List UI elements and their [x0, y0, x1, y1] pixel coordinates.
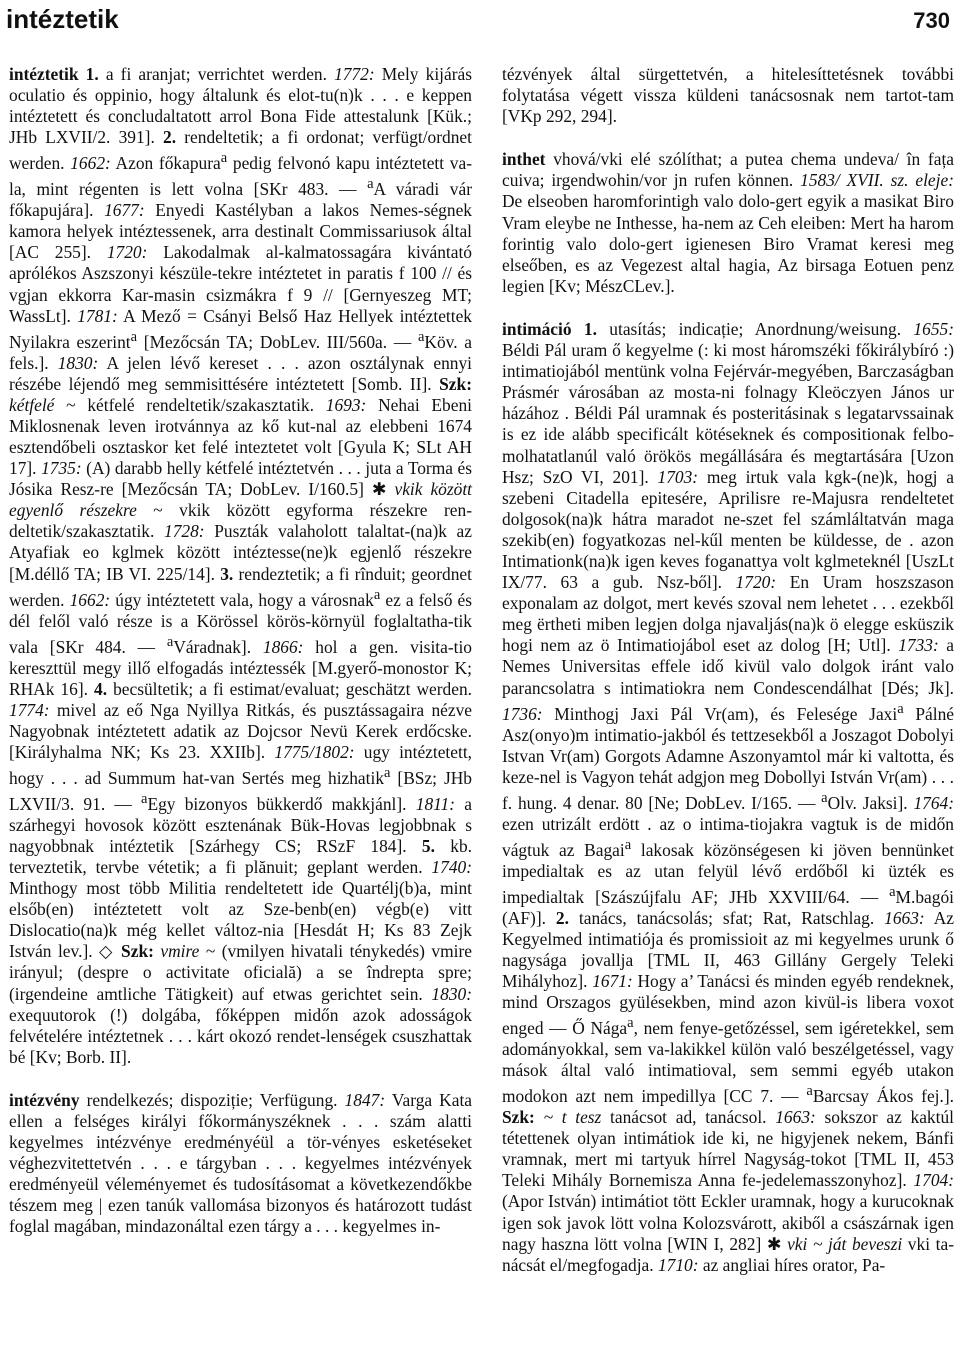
- entry-intimacio: intimáció 1. utasítás; indicație; Anordnung/weisung. 1655: Béldi Pál uram ő kegyelme (: ki most háromszéki főkirálybíró :) intimatiojából mentünk volna Fejérvár-megyében, Barczaságban Prásmér városában az mosta-ni folnagy Kleöczyen János ur házához . Béldi Pál uramnak és posteritásinak s legatarvssainak is ez ide alább specificált kötéseknek és compositionak felbo-molhatatlanúl való örökös megállására és megtartására [Uzon Hsz; SzO VI, 201]. 1703: meg irtuk vala kgk-(ne)k, hogj a szebeni Citadella epitesére, Aprilisre re-Majusra rendeltetet dolgosok(na)k hátra maradot ne-szet fel számláltatván maga szekib(en) fogyatkozas nel-kűl menten be küldesse, de . azon Intimationk(na)k igen keves foganattya volt kglmeteknél [UszLt IX/77. 63 a gub. Nsz-ből]. 1720: En Uram hoszszason exponalam az dolgot, mert kevés szoval nem lehetet . . . ezekből meg ërtheti miben legjen dolga njavaljás(na)k ö elegge esküszik hogi nem az ö Intimatiojábol eset az dolog [H; Utl]. 1733: a Nemes Universitas effele idő kivül valo dolgok iránt valo parancsolatra s intimatiokra nem Condescendálhat [Dés; Jk]. 1736: Minthogj Jaxi Pál Vr(am), és Felesége Jaxi$^a$ Pálné Asz(onyo)m intimatio-jakból és tettzesekből a Joszagot Dobolyi Istvan Vr(am) Gorgots Adamne Aszonyamtol már ki valtotta, és keze-nel is Vagyon tehát adgjon meg Dobollyi István Vr(am) . . . f. hung. 4 denar. 80 [Ne; DobLev. I/165. — $^a$Olv. Jaksi]. 1764: ezen utrizált erdött . az o intima-tiojakra vagtuk is de midőn vágtuk az Bagai$^a$ lakosak közönségesen ki jöven bennünket impedialtak es az utan felyül lévő erdőből ki üzték es impedialtak [Szászújfalu AF; JHb XXVIII/64. — $^a$M.bagói (AF)]. 2. tanács, tanácsolás; sfat; Rat, Ratschlag. 1663: Az Kegyelmed intimatiója és promissioit az mi kegyelmes urunk ő nagysága jovallja [TML II, 463 Gillány Gergely Teleki Mihályhoz]. 1671: Hogy a’ Tanácsi és minden egyéb rendeknek, mind Orszagos gyülésekben, mind azon kivül-is libera voxot enged — Ő Nága$^a$, nem fenye-getőzéssel, sem igéretekkel, sem adományokkal, sem va-lakikkel külön való beszélgetéssel, vagy mások által való intimatioval, sem semmi egyéb utakon modokon azt nem impedillya [CC 7. — $^a$Barcsay Ákos fej.]. Szk: ~ t tesz tanácsot ad, tanácsol. 1663: sokszor az kaktúl tétettenek olyan intimátiok ide ki, ne higyjenek nekem, Bánfi vramnak, mert mi tartyuk hírrel Nagyság-tokot [TML II, 453 Teleki Mihály Bornemisza Anna fe-jedelemasszonyhoz]. 1704: (Apor István) intimátiot tött Eckler uramnak, hogy a kurucoknak igen sok javok lött volna Kolozsvárott, akiből a császárnak igen nagy haszna lött volna [WIN I, 282] ✱ vki ~ ját beveszi vki ta-nácsát el/megfogadja. 1710: az angliai híres orator, Pa-: [502, 318, 955, 1275]
- running-headword: intéztetik: [6, 4, 119, 34]
- entry-intezetik: intéztetik 1. a fi aranjat; verrichtet werden. 1772: Mely kijárás oculatio és oppinio, hogy általunk és elot-tu(n)k . . . e keppen intéztetett és concludaltatott arrol Bona Fide attestalunk [Kük.; JHb LXVII/2. 391]. 2. rendeltetik; a fi ordonat; verfügt/ordnet werden. 1662: Azon főkapura$^a$ pedig felvonó kapu intéztetett va-la, mint régenten is lett volna [SKr 483. — $^a$A váradi vár főkapujára]. 1677: Enyedi Kastélyban a lakos Nemes-ségnek kamora helyek intéztessenek, arra destinalt Commissariusok által [AC 255]. 1720: Lakodalmak al-kalmatossagára kivántató aprólékos Aszszonyi készüle-tekre intéztetet in paratis f 100 // és vgjan ekkorra Kar-masin csizmákra f 9 // [Gernyeszeg MT; WassLt]. 1781: A Mező = Csányi Belső Haz Hellyek intéztettek Nyilakra eszerint$^a$ [Mezőcsán TA; DobLev. III/560a. — $^a$Köv. a fels.]. 1830: A jelen lévő kereset . . . azon osztálynak ennyi részébe léjendő meg semmisittésére intéztetett [Somb. II]. Szk: kétfelé ~ kétfelé rendeltetik/szakasztatik. 1693: Nehai Ebeni Miklosnenak leven irotvánnya az kő kut-nal az elebbeni 1674 esztendőbeli osztaskor ket felé inteztetet volt [Gyula K; SLt AH 17]. 1735: (A) darabb helly kétfelé intéztetvén . . . juta a Torma és Jósika Resz-re [Mezőcsán TA; DobLev. I/160.5] ✱ vkik között egyenlő részekre ~ vkik között egyforma részekre ren-deltetik/szakasztatik. 1728: Puszták valaholott talaltat-(na)k az Atyafiak eo kglmek között intéztesse(ne)k egjenlő részekre [M.déllő TA; IB VI. 225/14]. 3. rendeztetik; a fi rînduit; geordnet werden. 1662: úgy intéztetett vala, hogy a városnak$^a$ ez a felső és dél felől való része is a Körössel körös-környül foglaltatha-tik vala [SKr 484. — $^a$Váradnak]. 1866: hol a gen. visita-tio kereszttül megy illő elfogadás intéztessék [M.gyerő-monostor K; RHAk 16]. 4. becsültetik; a fi estimat/evaluat; geschätzt werden. 1774: mivel az eő Nga Nyillya Ritkás, és pusztássagaira nézve Nagyobnak intéztetett adatik az Dojcsor Nevü Kerek erdőcske. [Királyhalma NK; Ks 23. XXIIb]. 1775/1802: ugy intéztetett, hogy . . . ad Summum hat-van Sertés meg hizhatik$^a$ [BSz; JHb LXVII/3. 91. — $^a$Egy bizonyos bükkerdő makkjánl]. 1811: a szárhegyi hovosok között esztenának Bük-Hovas legjobbnak s nagyobbnak intéztetik [Szárhegy CS; RSzF 184]. 5. kb. terveztetik, tervbe vétetik; a fi plănuit; geplant werden. 1740: Minthogy most több Militia rendeltetett ide Quartélj(b)a, mint elsőb(en) intéztetett volt az Sze-benb(en) végb(e) vitt Dislocatio(na)k még kellet változ-nia [Hesdát H; Ks 83 Zejk István lev.]. ◇ Szk: vmire ~ (vmilyen hivatali ténykedés) vmire irányul; (despre o activitate oficială) a se îndrepta spre; (irgendeine amtliche Tätigkeit) auf etwas gerichtet sein. 1830: exequutorok (!) dolgába, főképpen midőn azok adosságok felvételére intéztetnek . . . kárt okozó rendet-lenségek csuszhattak bé [Kv; Borb. II].: [9, 64, 473, 1067]
- entry-intezveny: intézvény rendelkezés; dispoziție; Verfügung. 1847: Varga Kata ellen a felséges királyi főkormányszéknek . . . szám alatti kegyelmes intézvénye eredményéül a tör-vényes esketéseket véghezvitettetvén . . . e tárgyban . . . kegyelmes intézvények eredményeül véleményemet és tudosításomat a következendőkbe tészem meg | ezen tanúk vallomása bizonyos és határozott tudást foglal magában, mindazonáltal ezen tárgy a . . . kegyelmes in-: [9, 1089, 472, 1237]
- entry-inthet: inthet vhová/vki elé szólíthat; a putea chema undeva/ în fața cuiva; irgendwohin/vor jn rufen können. 1583/ XVII. sz. eleje: De elseoben haromforintigh valo dolo-gert egyik a masikat Biro Vram eleybe ne Inthesse, ha-nem az Ceh eleiben: Mert ha harom forintig valo dolo-gert igienesen Biro Vramat keresi meg elseőben, es az Vegezest altal hagia, Az birsaga Eotuen penz legien [Kv; MészCLev.].: [502, 149, 954, 296]
- left-column: [9, 64, 472, 1238]
- page-number: 730: [913, 8, 950, 33]
- entry-intezveny-continued: tézvények által sürgettetvén, a hitelesíttetésnek további folytatása végett vissza küldeni tanácsosnak nem tartot-tam [VKp 292, 294].: [502, 64, 954, 127]
- right-column: [502, 64, 954, 1276]
- page-header: [0, 0, 960, 40]
